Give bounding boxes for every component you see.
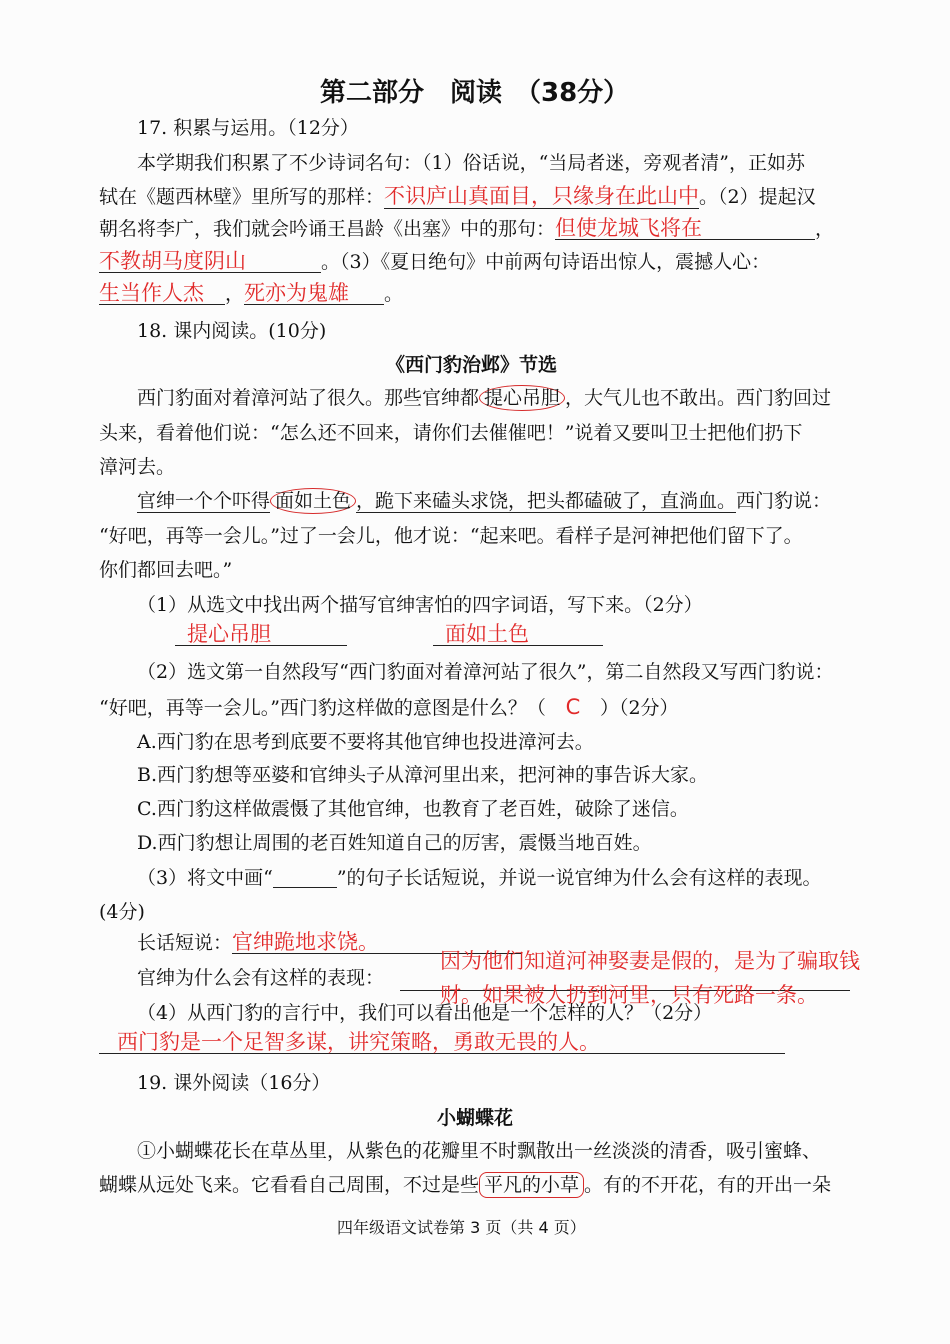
q18-sub3-line-2: (4分) <box>99 901 145 923</box>
q18-p2-line-3: 你们都回去吧。” <box>99 559 233 581</box>
q19-p1-text-b: 。有的不开花，有的开出一朵 <box>584 1174 832 1196</box>
q18-p2-line-2: “好吧，再等一会儿。”过了一会儿，他才说：“起来吧。看样子是河神把他们留下了。 <box>99 525 803 547</box>
q17-line-3 <box>99 218 834 240</box>
q17-line-4 <box>99 251 770 273</box>
q18-sub2-line-2 <box>99 697 679 718</box>
q17-line-4-text: 。（3）《夏日绝句》中前两句诗语出惊人，震撼人心： <box>321 251 771 273</box>
q19-passage-title: 小蝴蝶花 <box>437 1107 514 1129</box>
answer-2: 但使龙城飞将在 <box>555 218 815 240</box>
q18-sub3-why-label: 官绅为什么会有这样的表现： <box>137 967 385 989</box>
q18-p1-line-3: 漳河去。 <box>99 456 176 478</box>
q19-heading: 19. 课外阅读（16分） <box>137 1072 331 1094</box>
circled-word-1: 提心吊胆 <box>479 385 565 411</box>
answer-4: 生当作人杰 <box>99 283 225 305</box>
q17-line-2 <box>99 186 816 207</box>
answer-5: 死亦为鬼雄 <box>244 283 384 305</box>
q19-p1-line-1: ①小蝴蝶花长在草丛里，从紫色的花瓣里不时飘散出一丝淡淡的清香，吸引蜜蜂、 <box>137 1140 822 1162</box>
q18-sub3-text-a: （3）将文中画“ <box>137 867 273 889</box>
q17-comma: ， <box>225 283 245 305</box>
q18-sub1: （1）从选文中找出两个描写官绅害怕的四字词语，写下来。（2分） <box>137 594 703 616</box>
q17-heading: 17. 积累与运用。（12分） <box>137 117 359 139</box>
q18-heading: 18. 课内阅读。(10分) <box>137 320 327 342</box>
option-b: B.西门豹想等巫婆和官绅头子从漳河里出来，把河神的事告诉大家。 <box>137 764 709 786</box>
section-title: 第二部分 阅读 （38分） <box>320 78 630 108</box>
q18-sub2-end: ）（2分） <box>599 697 679 719</box>
q18-p2-text-c: 西门豹说： <box>736 490 832 512</box>
q18-passage-title: 《西门豹治邺》节选 <box>386 354 558 376</box>
q17-line-3-end: ， <box>815 218 835 240</box>
answer-3: 不教胡马度阴山 <box>99 251 321 273</box>
q17-period: 。 <box>384 283 404 305</box>
q18-p1-text-a: 西门豹面对着漳河站了很久。那些官绅都 <box>137 387 480 409</box>
sub1-answer-2: 面如土色 <box>433 624 603 646</box>
underline-marker <box>273 887 337 888</box>
sub1-answer-1: 提心吊胆 <box>175 624 347 646</box>
q18-sub4: （4）从西门豹的言行中，我们可以看出他是一个怎样的人？（2分） <box>137 1002 713 1024</box>
answer-1: 不识庐山真面目，只缘身在此山中 <box>384 184 700 208</box>
q18-sub2-line-1: （2）选文第一自然段写“西门豹面对着漳河站了很久”，第二自然段又写西门豹说： <box>137 661 834 683</box>
q18-sub4-answer-row <box>99 1032 785 1054</box>
sub4-answer: 西门豹是一个足智多谋，讲究策略，勇敢无畏的人。 <box>99 1032 785 1054</box>
why-answer-2: 财。如果被人扔到河里，只有死路一条。 <box>440 983 818 1007</box>
q18-sub3-text-b: ”的句子长话短说，并说一说官绅为什么会有这样的表现。 <box>336 867 822 889</box>
q19-p1-line-2 <box>99 1176 831 1195</box>
q18-sub2-text: “好吧，再等一会儿。”西门豹这样做的意图是什么？（ <box>99 697 546 719</box>
boxed-word: 平凡的小草 <box>479 1172 584 1198</box>
short-label: 长话短说： <box>137 932 233 954</box>
option-d: D.西门豹想让周围的老百姓知道自己的厉害，震慑当地百姓。 <box>137 832 652 854</box>
underlined-sentence-a: 官绅一个个吓得 <box>137 490 271 512</box>
q18-sub1-answers <box>175 624 603 646</box>
circled-word-2: 面如土色 <box>270 488 356 514</box>
q17-line-2-text: 轼在《题西林壁》里所写的那样： <box>99 186 385 208</box>
q18-p1-line-1 <box>137 389 831 408</box>
q17-line-3-text: 朝名将李广，我们就会吟诵王昌龄《出塞》中的那句： <box>99 218 556 240</box>
q17-line-1: 本学期我们积累了不少诗词名句：（1）俗话说，“当局者迷，旁观者清”，正如苏 <box>137 152 806 174</box>
q18-p1-text-b: ，大气儿也不敢出。西门豹回过 <box>565 387 832 409</box>
sub2-answer: C <box>565 695 581 719</box>
q18-sub3-line-1 <box>137 869 822 888</box>
q18-p2-line-1 <box>137 492 831 511</box>
q17-line-5 <box>99 283 403 305</box>
q18-p1-line-2: 头来，看着他们说：“怎么还不回来，请你们去催催吧！”说着又要叫卫士把他们扔下 <box>99 422 803 444</box>
why-answer-1: 因为他们知道河神娶妻是假的，是为了骗取钱 <box>440 949 860 973</box>
page-footer: 四年级语文试卷第 3 页（共 4 页） <box>337 1218 586 1237</box>
q19-p1-text-a: 蝴蝶从远处飞来。它看看自己周围，不过是些 <box>99 1174 480 1196</box>
option-c: C.西门豹这样做震慑了其他官绅，也教育了老百姓，破除了迷信。 <box>137 798 689 820</box>
option-a: A.西门豹在思考到底要不要将其他官绅也投进漳河去。 <box>137 731 594 753</box>
underlined-sentence-b: ，跪下来磕头求饶，把头都磕破了，直淌血。 <box>356 490 737 512</box>
short-answer: 官绅跪地求饶。 <box>232 932 522 954</box>
q17-line-2-end: 。（2）提起汉 <box>699 186 816 208</box>
